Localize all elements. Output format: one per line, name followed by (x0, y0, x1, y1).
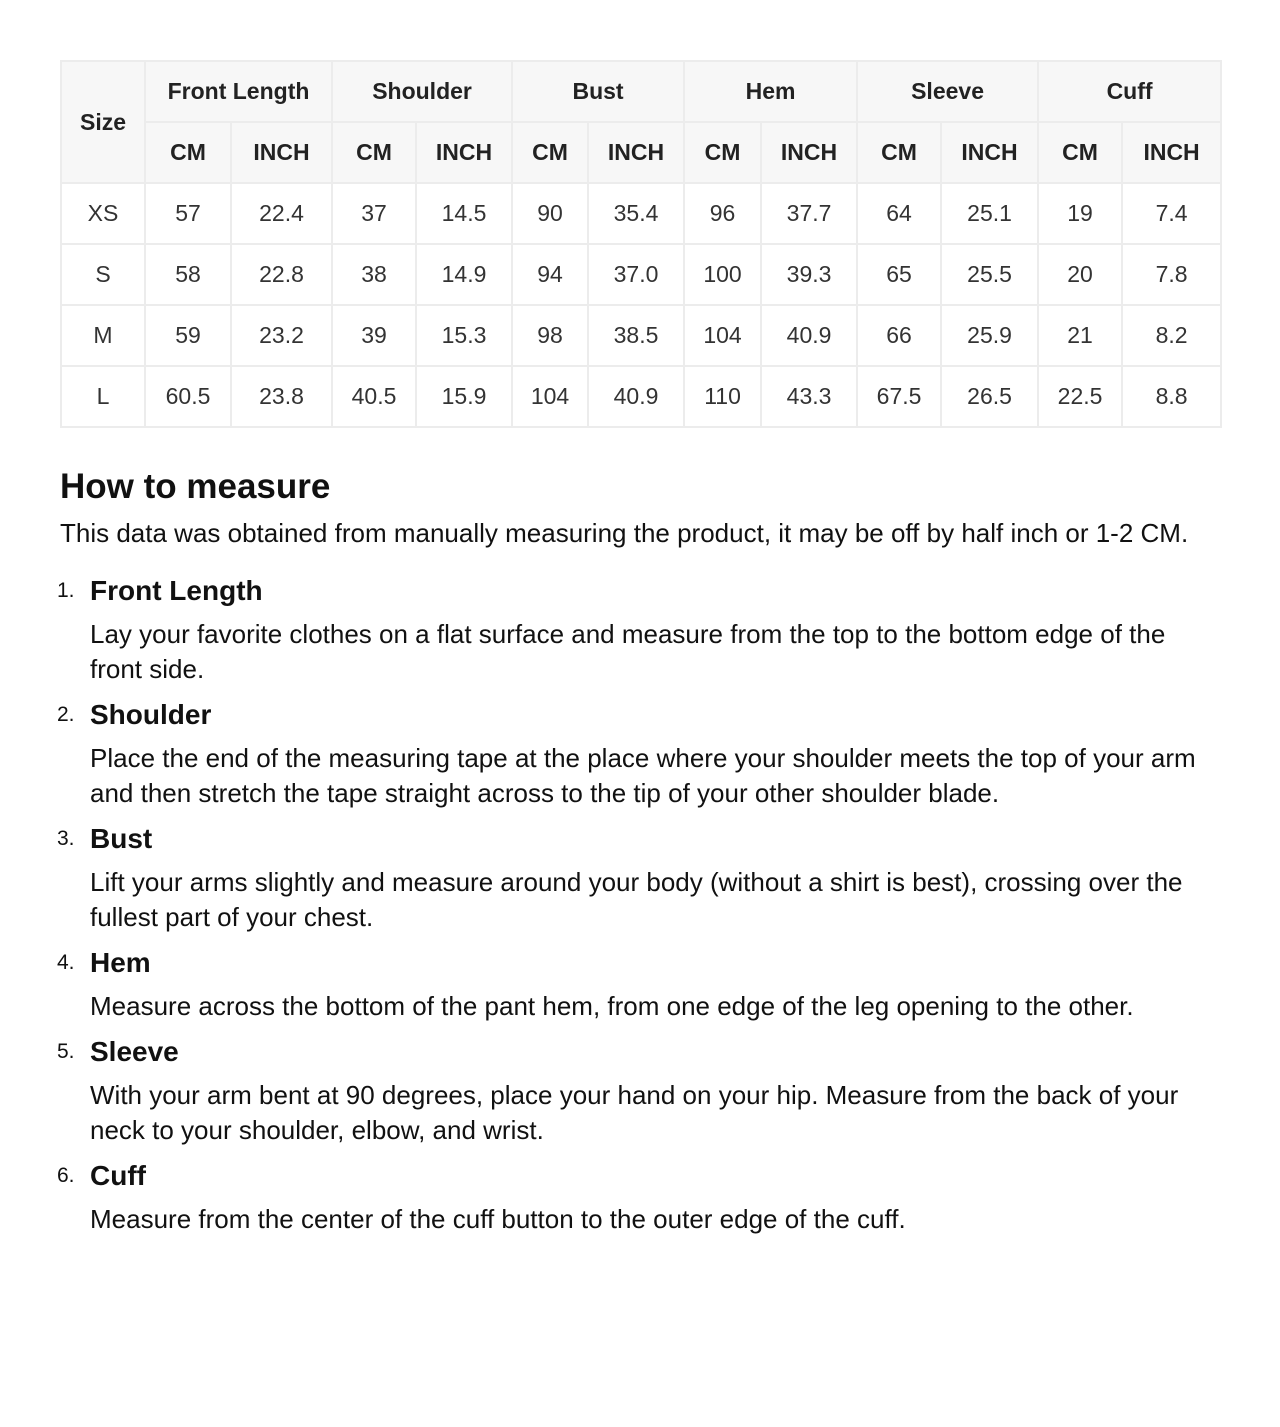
size-cell: L (61, 366, 145, 427)
table-cell: 90 (512, 183, 588, 244)
table-cell: 20 (1038, 244, 1122, 305)
table-row (61, 183, 1221, 244)
size-column-header: Size (61, 61, 145, 183)
unit-header-inch: INCH (1122, 122, 1221, 183)
step-title: Shoulder (90, 699, 212, 730)
group-header-shoulder: Shoulder (332, 61, 512, 122)
step-number: 5. (57, 1040, 75, 1063)
size-cell: XS (61, 183, 145, 244)
unit-header-cm: CM (512, 122, 588, 183)
table-cell: 66 (857, 305, 941, 366)
table-cell: 37.0 (588, 244, 684, 305)
list-item (57, 1158, 1220, 1237)
table-cell: 57 (145, 183, 231, 244)
list-item (57, 945, 1220, 1024)
table-cell: 40.9 (588, 366, 684, 427)
table-cell: 26.5 (941, 366, 1038, 427)
step-title: Cuff (90, 1160, 146, 1191)
unit-header-cm: CM (857, 122, 941, 183)
step-number: 4. (57, 951, 75, 974)
step-title: Sleeve (90, 1036, 179, 1067)
group-header-sleeve: Sleeve (857, 61, 1038, 122)
table-cell: 25.9 (941, 305, 1038, 366)
table-cell: 38 (332, 244, 416, 305)
group-header-hem: Hem (684, 61, 857, 122)
table-cell: 19 (1038, 183, 1122, 244)
table-cell: 21 (1038, 305, 1122, 366)
table-cell: 7.8 (1122, 244, 1221, 305)
table-cell: 23.2 (231, 305, 332, 366)
group-header-front-length: Front Length (145, 61, 332, 122)
step-number: 2. (57, 703, 75, 726)
size-cell: S (61, 244, 145, 305)
step-number: 6. (57, 1164, 75, 1187)
intro-text: This data was obtained from manually measuring the product, it may be off by half inch or 1-2 CM. (60, 518, 1189, 548)
table-cell: 22.4 (231, 183, 332, 244)
step-number: 1. (57, 579, 75, 602)
step-title: Hem (90, 947, 151, 978)
table-cell: 37 (332, 183, 416, 244)
table-row (61, 244, 1221, 305)
table-cell: 58 (145, 244, 231, 305)
list-item (57, 1034, 1220, 1148)
table-cell: 59 (145, 305, 231, 366)
table-cell: 60.5 (145, 366, 231, 427)
list-item (57, 573, 1220, 687)
step-description: Measure from the center of the cuff button to the outer edge of the cuff. (90, 1204, 906, 1234)
table-cell: 64 (857, 183, 941, 244)
table-cell: 65 (857, 244, 941, 305)
unit-header-inch: INCH (416, 122, 512, 183)
table-cell: 39.3 (761, 244, 857, 305)
unit-header-inch: INCH (941, 122, 1038, 183)
group-header-bust: Bust (512, 61, 684, 122)
table-header-row-groups (61, 61, 1221, 122)
table-cell: 38.5 (588, 305, 684, 366)
table-cell: 25.5 (941, 244, 1038, 305)
table-cell: 67.5 (857, 366, 941, 427)
table-cell: 40.5 (332, 366, 416, 427)
unit-header-inch: INCH (231, 122, 332, 183)
step-description: Lift your arms slightly and measure around your body (without a shirt is best), crossing over the fullest part of your chest. (90, 867, 1183, 932)
table-cell: 39 (332, 305, 416, 366)
table-cell: 43.3 (761, 366, 857, 427)
table-cell: 35.4 (588, 183, 684, 244)
table-cell: 96 (684, 183, 761, 244)
unit-header-cm: CM (145, 122, 231, 183)
table-row (61, 305, 1221, 366)
table-cell: 25.1 (941, 183, 1038, 244)
table-header-row-units (61, 122, 1221, 183)
step-number: 3. (57, 827, 75, 850)
size-chart-table (60, 60, 1222, 428)
table-cell: 15.9 (416, 366, 512, 427)
unit-header-cm: CM (332, 122, 416, 183)
list-item (57, 821, 1220, 935)
table-cell: 94 (512, 244, 588, 305)
table-cell: 23.8 (231, 366, 332, 427)
step-description: With your arm bent at 90 degrees, place your hand on your hip. Measure from the back of your neck to your shoulder, elbow, and wrist. (90, 1080, 1179, 1145)
group-header-cuff: Cuff (1038, 61, 1221, 122)
table-cell: 22.5 (1038, 366, 1122, 427)
step-title: Bust (90, 823, 153, 854)
unit-header-inch: INCH (588, 122, 684, 183)
table-cell: 14.9 (416, 244, 512, 305)
table-cell: 8.8 (1122, 366, 1221, 427)
step-title: Front Length (90, 575, 263, 606)
step-description: Place the end of the measuring tape at the place where your shoulder meets the top of your arm and then stretch the tape straight across to the tip of your other shoulder blade. (90, 743, 1196, 808)
table-cell: 104 (512, 366, 588, 427)
table-cell: 14.5 (416, 183, 512, 244)
unit-header-inch: INCH (761, 122, 857, 183)
table-row (61, 366, 1221, 427)
step-description: Lay your favorite clothes on a flat surface and measure from the top to the bottom edge of the front side. (90, 619, 1166, 684)
section-title: How to measure (60, 467, 331, 506)
table-cell: 40.9 (761, 305, 857, 366)
list-item (57, 697, 1220, 811)
table-cell: 7.4 (1122, 183, 1221, 244)
table-cell: 100 (684, 244, 761, 305)
measure-steps-list (57, 573, 1220, 1237)
table-cell: 98 (512, 305, 588, 366)
unit-header-cm: CM (1038, 122, 1122, 183)
table-cell: 104 (684, 305, 761, 366)
table-cell: 8.2 (1122, 305, 1221, 366)
step-description: Measure across the bottom of the pant hem, from one edge of the leg opening to the other. (90, 991, 1134, 1021)
table-cell: 15.3 (416, 305, 512, 366)
table-cell: 37.7 (761, 183, 857, 244)
unit-header-cm: CM (684, 122, 761, 183)
size-cell: M (61, 305, 145, 366)
table-cell: 110 (684, 366, 761, 427)
table-cell: 22.8 (231, 244, 332, 305)
